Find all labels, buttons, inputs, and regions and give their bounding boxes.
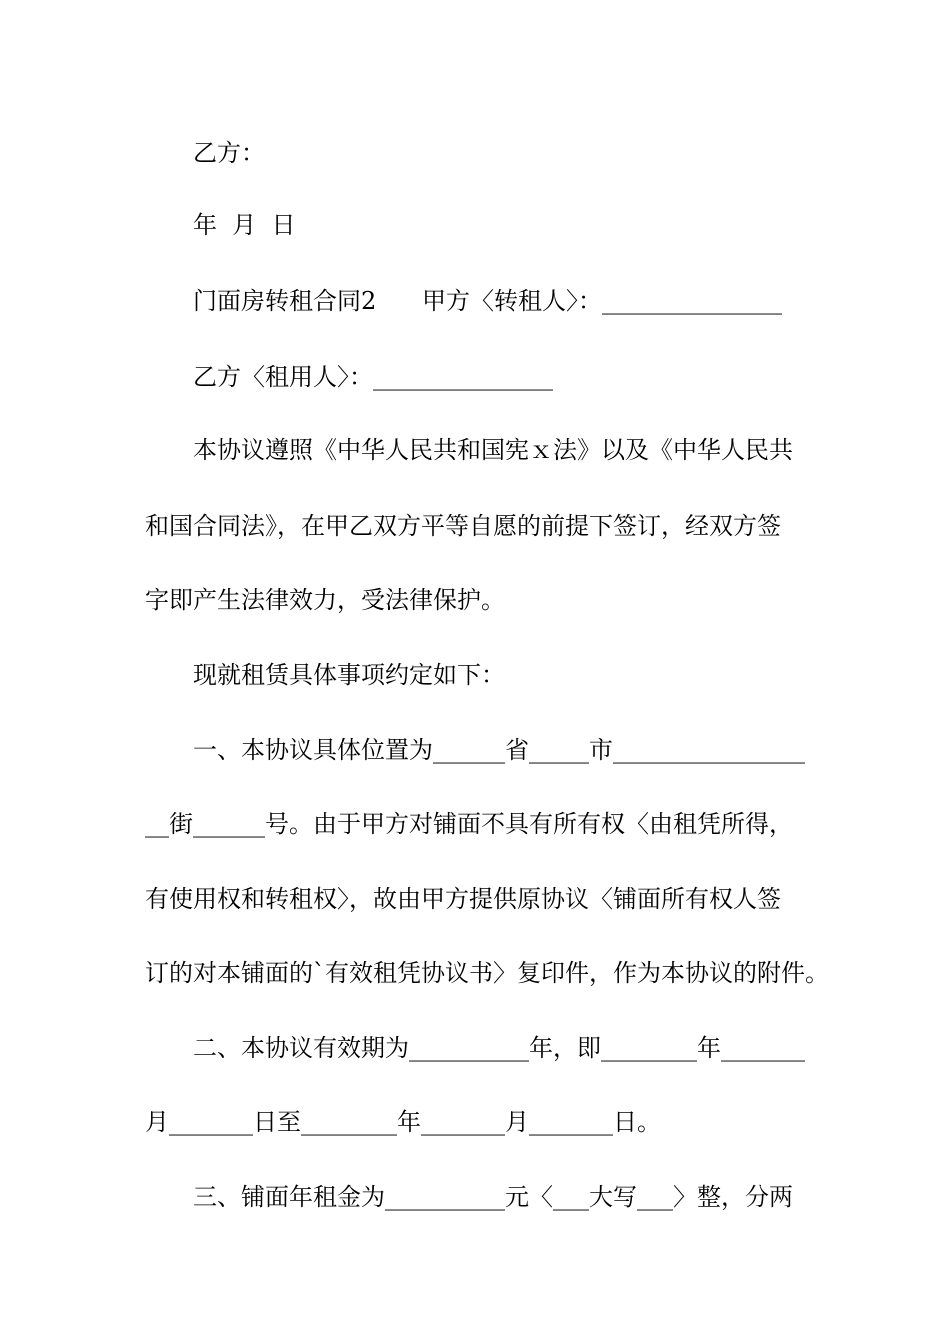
clause-one-line: 订的对本铺面的`有效租凭协议书〉复印件，作为本协议的附件。 [145, 959, 829, 987]
clause-two-line: 月_______日至________年_______月_______日。 [145, 1108, 661, 1136]
clause-one-line: 一、本协议具体位置为______省_____市________________ [193, 736, 805, 764]
clause-one-line: __街______号。由于甲方对铺面不具有所有权〈由租凭所得， [145, 810, 793, 838]
clause-one-line: 有使用权和转租权〉，故由甲方提供原协议〈铺面所有权人签 [145, 885, 781, 913]
paragraph-line: 字即产生法律效力，受法律保护。 [145, 586, 505, 614]
clause-three-line: 三、铺面年租金为__________元〈___大写___〉整，分两 [193, 1183, 793, 1211]
paragraph-line: 现就租赁具体事项约定如下： [193, 661, 505, 689]
date-line: 年 月 日 [193, 211, 296, 239]
paragraph-line: 和国合同法》，在甲乙双方平等自愿的前提下签订，经双方签 [145, 512, 781, 540]
contract-title-party-a: 门面房转租合同2 甲方〈转租人〉：_______________ [193, 287, 783, 315]
clause-two-line: 二、本协议有效期为__________年，即________年_______ [193, 1034, 805, 1062]
party-b-label: 乙方： [193, 139, 265, 167]
paragraph-line: 本协议遵照《中华人民共和国宪ｘ法》以及《中华人民共 [193, 436, 793, 464]
party-b-lessee: 乙方〈租用人〉：_______________ [193, 363, 553, 391]
